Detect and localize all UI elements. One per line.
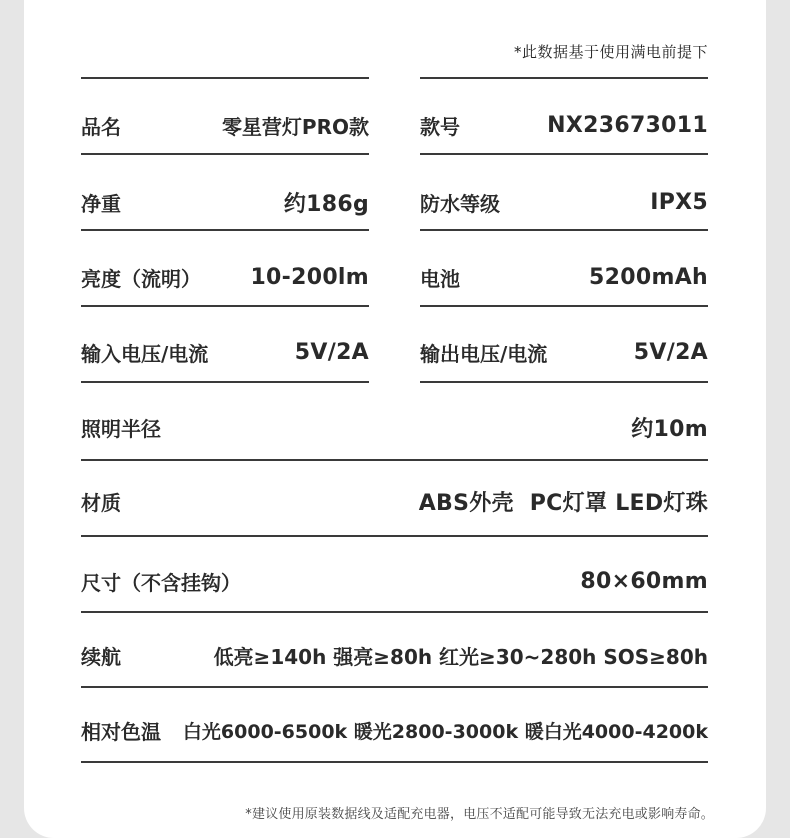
spec-row-waterproof-grade (420, 182, 708, 222)
spec-label: 材质 (81, 490, 121, 515)
spec-value: 10-200lm (250, 264, 369, 290)
spec-label: 防水等级 (420, 191, 500, 216)
spec-label: 输出电压/电流 (420, 341, 548, 366)
spec-row-material (81, 480, 708, 522)
divider (420, 77, 708, 79)
divider (81, 305, 369, 307)
spec-label: 品名 (81, 114, 121, 139)
spec-row-brightness (81, 257, 369, 297)
divider (420, 153, 708, 155)
spec-value: 80×60mm (580, 568, 708, 594)
spec-row-color-temperature (81, 709, 708, 751)
spec-row-product-name (81, 105, 369, 145)
spec-value: ABS外壳 PC灯罩 LED灯珠 (418, 490, 708, 516)
spec-row-input-voltage (81, 332, 369, 372)
divider (81, 229, 369, 231)
spec-label: 款号 (420, 114, 460, 139)
divider (420, 229, 708, 231)
divider (81, 153, 369, 155)
spec-value: 白光6000-6500k 暖光2800-3000k 暖白光4000-4200k (182, 720, 708, 743)
spec-value: 低亮≥140h 强亮≥80h 红光≥30~280h SOS≥80h (213, 644, 708, 669)
spec-label: 相对色温 (81, 719, 161, 744)
spec-value: 约186g (283, 191, 369, 217)
spec-label: 续航 (81, 644, 121, 669)
divider (81, 535, 708, 537)
divider (420, 381, 708, 383)
divider (81, 611, 708, 613)
divider (420, 305, 708, 307)
divider (81, 459, 708, 461)
spec-row-dimensions (81, 559, 708, 603)
spec-label: 净重 (81, 191, 121, 216)
spec-row-battery (420, 257, 708, 297)
charger-note: *建议使用原装数据线及适配充电器，电压不适配可能导致无法充电或影响寿命。 (245, 807, 714, 822)
spec-value: 约10m (631, 416, 708, 442)
spec-row-lighting-radius (81, 406, 708, 448)
spec-label: 亮度（流明） (81, 266, 201, 291)
divider (81, 686, 708, 688)
spec-label: 照明半径 (81, 416, 161, 441)
spec-row-runtime (81, 634, 708, 676)
battery-note: *此数据基于使用满电前提下 (513, 43, 708, 61)
spec-value: IPX5 (650, 189, 708, 215)
spec-label: 输入电压/电流 (81, 341, 209, 366)
spec-value: 5V/2A (294, 339, 369, 365)
spec-value: 零星营灯PRO款 (221, 114, 369, 139)
divider (81, 381, 369, 383)
spec-label: 尺寸（不含挂钩） (81, 570, 241, 595)
spec-value: 5200mAh (589, 264, 708, 290)
spec-row-model-number (420, 105, 708, 145)
spec-label: 电池 (420, 266, 460, 291)
spec-row-net-weight (81, 182, 369, 222)
spec-value: 5V/2A (633, 339, 708, 365)
divider (81, 77, 369, 79)
spec-value: NX23673011 (547, 112, 708, 138)
spec-row-output-voltage (420, 332, 708, 372)
divider (81, 761, 708, 763)
